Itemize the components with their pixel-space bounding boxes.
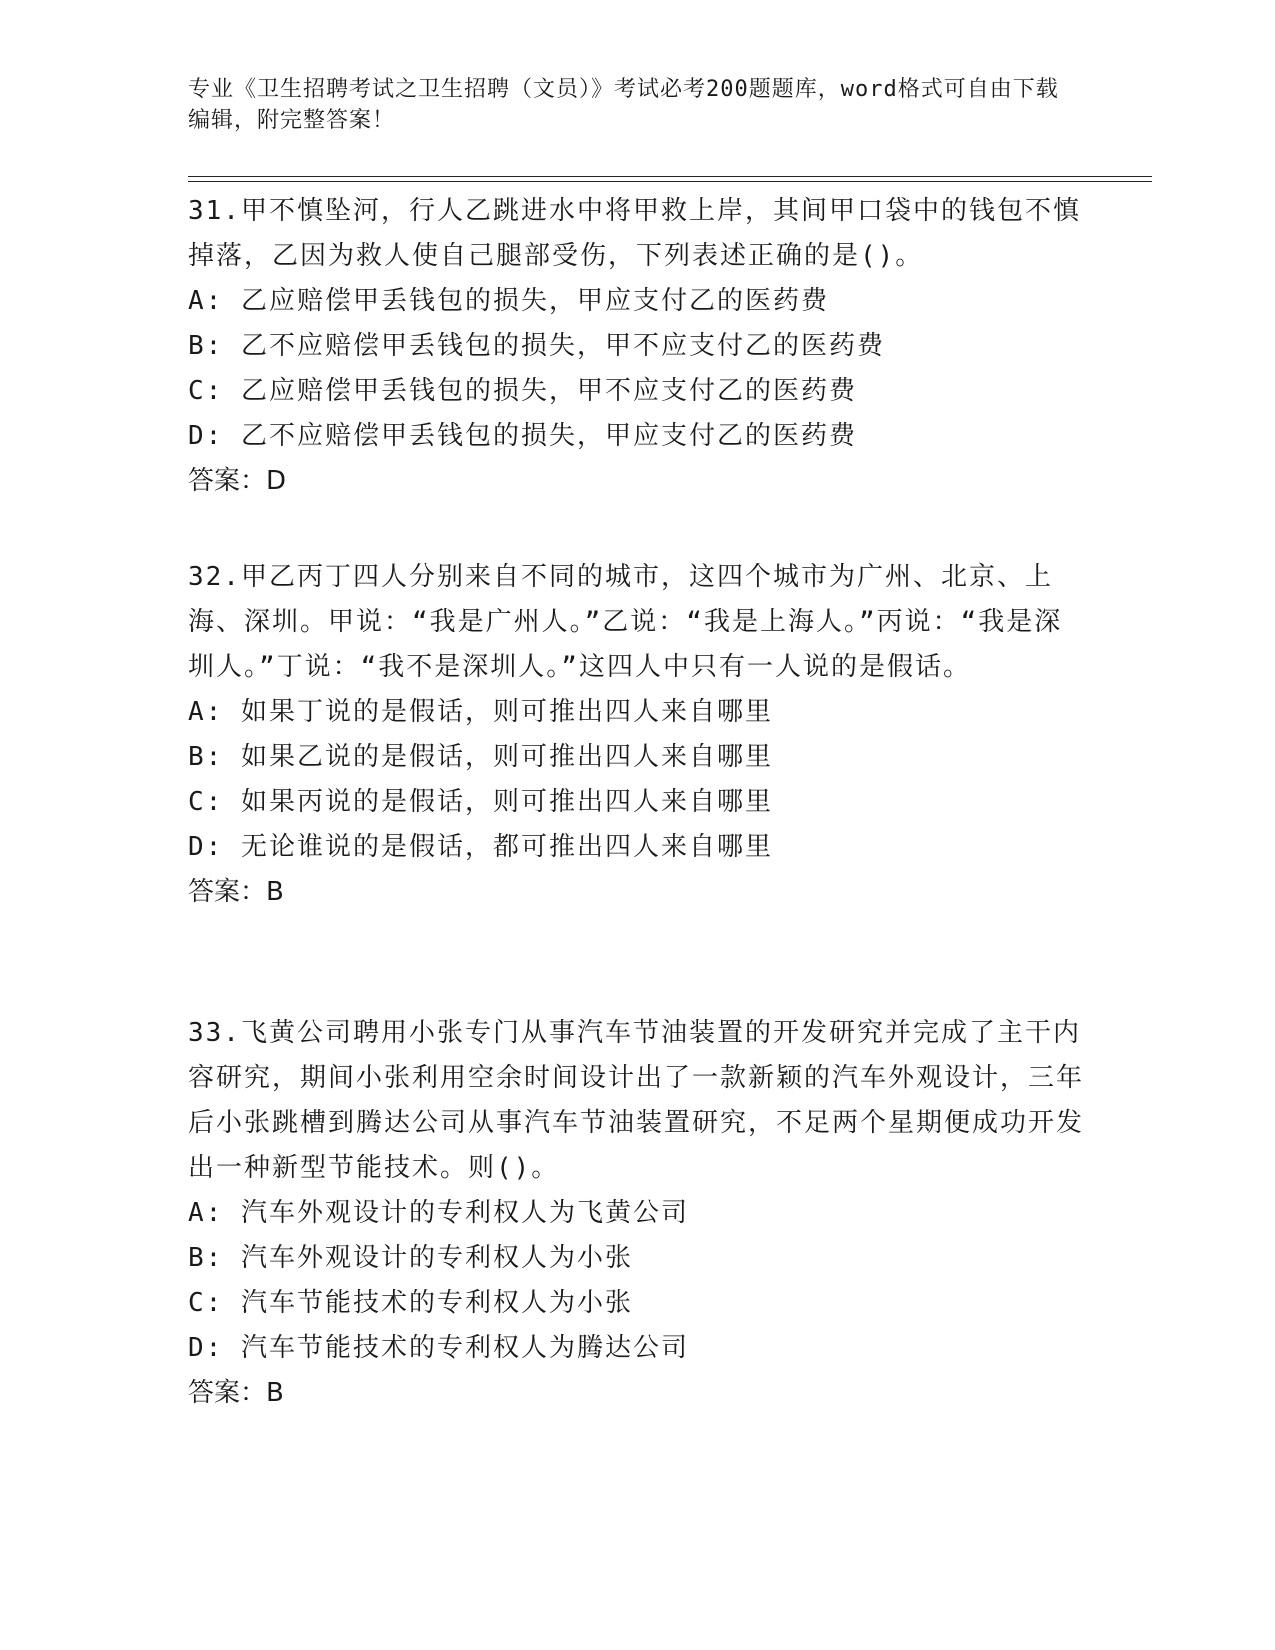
option-a: A: 乙应赔偿甲丢钱包的损失，甲应支付乙的医药费: [188, 286, 829, 316]
question-stem: 31.甲不慎坠河，行人乙跳进水中将甲救上岸，其间甲口袋中的钱包不慎掉落，乙因为救人使自己腿部受伤，下列表述正确的是()。: [188, 196, 1081, 271]
option-c: C: 汽车节能技术的专利权人为小张: [188, 1288, 633, 1318]
question-stem: 33.飞黄公司聘用小张专门从事汽车节油装置的开发研究并完成了主干内容研究，期间小张利用空余时间设计出了一款新颖的汽车外观设计，三年后小张跳槽到腾达公司从事汽车节油装置研究，不足两个星期便成功开发出一种新型节能技术。则()。: [188, 1018, 1085, 1183]
answer-line: 答案：D: [188, 466, 287, 496]
question-31: [188, 189, 1088, 504]
option-b: B: 汽车外观设计的专利权人为小张: [188, 1243, 633, 1273]
header-divider-top: [188, 176, 1152, 177]
question-33: [188, 1011, 1088, 1416]
answer-line: 答案：B: [188, 877, 284, 907]
option-d: D: 汽车节能技术的专利权人为腾达公司: [188, 1333, 689, 1363]
option-a: A: 如果丁说的是假话，则可推出四人来自哪里: [188, 697, 773, 727]
header-divider-bottom: [188, 181, 1152, 182]
answer-line: 答案：B: [188, 1378, 284, 1408]
document-header: 专业《卫生招聘考试之卫生招聘（文员）》考试必考200题题库，word格式可自由下载编辑，附完整答案！: [188, 77, 1059, 133]
option-d: D: 无论谁说的是假话，都可推出四人来自哪里: [188, 832, 773, 862]
question-32: [188, 555, 1088, 915]
option-a: A: 汽车外观设计的专利权人为飞黄公司: [188, 1198, 689, 1228]
option-c: C: 如果丙说的是假话，则可推出四人来自哪里: [188, 787, 773, 817]
option-b: B: 乙不应赔偿甲丢钱包的损失，甲不应支付乙的医药费: [188, 331, 885, 361]
question-stem: 32.甲乙丙丁四人分别来自不同的城市，这四个城市为广州、北京、上海、深圳。甲说：“我是广州人。”乙说：“我是上海人。”丙说：“我是深圳人。”丁说：“我不是深圳人。”这四人中只有一人说的是假话。: [188, 562, 1063, 682]
option-c: C: 乙应赔偿甲丢钱包的损失，甲不应支付乙的医药费: [188, 376, 857, 406]
option-b: B: 如果乙说的是假话，则可推出四人来自哪里: [188, 742, 773, 772]
option-d: D: 乙不应赔偿甲丢钱包的损失，甲应支付乙的医药费: [188, 421, 857, 451]
